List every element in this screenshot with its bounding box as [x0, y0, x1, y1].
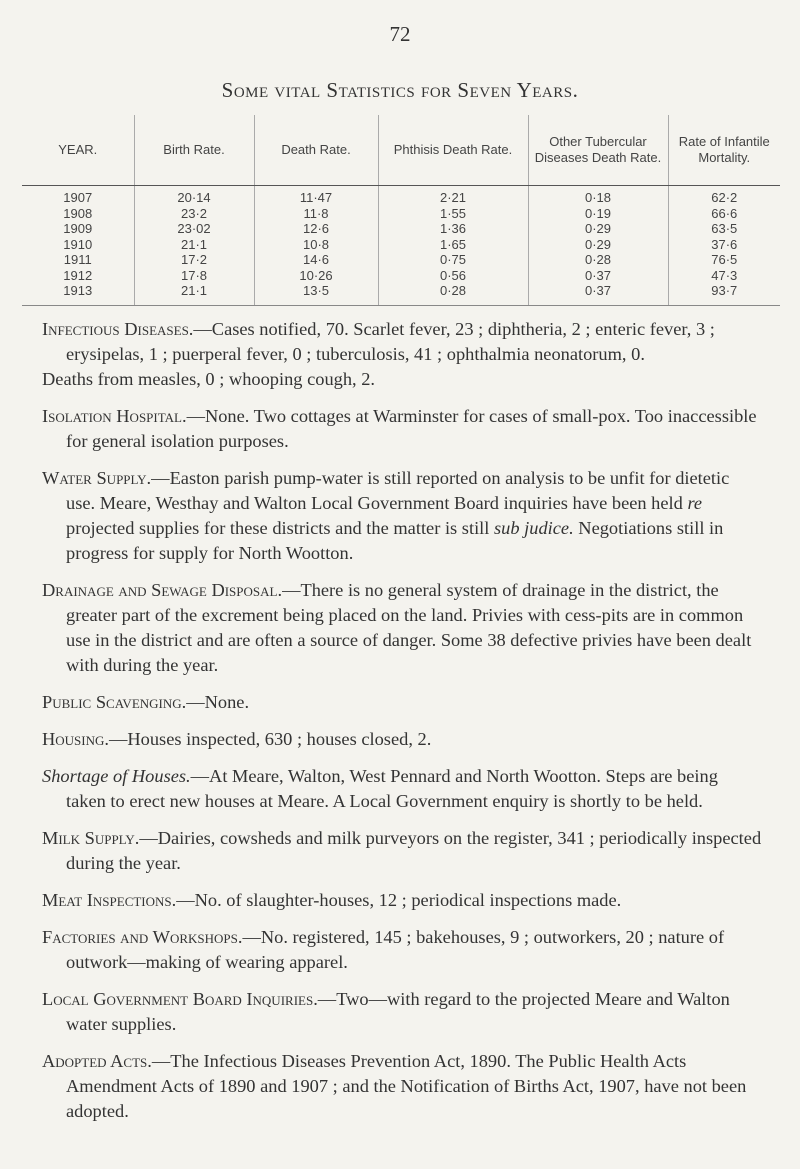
drainage-paragraph [42, 578, 762, 678]
water-supply-paragraph [42, 466, 762, 566]
section-text-italic: sub judice. [494, 518, 574, 538]
section-text: —Dairies, cowsheds and milk purveyors on the register, 341 ; periodically inspected during the year. [66, 828, 762, 873]
table-cell: 12·6 [254, 221, 378, 237]
section-heading: Adopted Acts. [42, 1051, 152, 1071]
report-body [42, 317, 762, 1136]
section-heading: Milk Supply. [42, 828, 140, 848]
section-text: —None. Two cottages at Warminster for cases of small-pox. Too inaccessible for general isolation purposes. [66, 406, 757, 451]
table-cell: 1907 [63, 190, 93, 205]
table-cell: 0·56 [378, 268, 528, 284]
section-heading: Meat Inspections. [42, 890, 177, 910]
table-cell: 20·14 [134, 186, 254, 206]
table-cell: 10·8 [254, 237, 378, 253]
table-cell: 17·2 [134, 252, 254, 268]
table-row [22, 206, 780, 222]
table-row [22, 252, 780, 268]
vital-statistics-table [22, 115, 780, 306]
table-cell: 93·7 [668, 283, 780, 305]
section-text: —There is no general system of drainage in the district, the greater part of the excrement being placed on the land. Privies with cess-pits are in common use in the district and are often a source of danger. Some 38 defective privies have been dealt with during the year. [66, 580, 752, 675]
section-text: projected supplies for these districts and the matter is still [66, 518, 494, 538]
table-cell: 1910 [63, 236, 93, 252]
section-heading: Drainage and Sewage Disposal. [42, 580, 283, 600]
column-header: Phthisis Death Rate. [378, 115, 528, 186]
table-cell: 23·02 [134, 221, 254, 237]
table-cell: 0·19 [528, 206, 668, 222]
table-cell: 0·29 [528, 237, 668, 253]
table-cell: 63·5 [668, 221, 780, 237]
page-number: 72 [389, 22, 411, 46]
column-header: Death Rate. [254, 115, 378, 186]
scavenging-paragraph [42, 690, 762, 715]
table-row [22, 221, 780, 237]
section-text: —Houses inspected, 630 ; houses closed, 2. [109, 729, 432, 749]
table-cell: 1913 [22, 283, 134, 305]
section-text: —None. [186, 692, 250, 712]
housing-paragraph [42, 727, 762, 752]
section-heading: Housing. [42, 729, 109, 749]
column-header: Rate of Infantile Mortality. [668, 115, 780, 186]
table-cell: 13·5 [254, 283, 378, 305]
lgb-inquiries-paragraph [42, 987, 762, 1037]
section-text: —Cases notified, 70. Scarlet fever, 23 ; diphtheria, 2 ; enteric fever, 3 ; erysipelas, 1 ; puerperal fever, 0 ; tuberculosis, 41 ; ophthalmia neonatorum, 0. [66, 319, 715, 364]
table-cell: 0·18 [528, 186, 668, 206]
deaths-paragraph [42, 367, 762, 392]
section-heading: Factories and Workshops. [42, 927, 243, 947]
section-heading: Infectious Diseases. [42, 319, 194, 339]
adopted-acts-paragraph [42, 1049, 762, 1124]
table-row [22, 283, 780, 305]
section-heading: Public Scavenging. [42, 692, 187, 712]
table-cell: 0·37 [528, 268, 668, 284]
section-text: Negotiations still in progress for supply for North Wootton. [66, 518, 724, 563]
table-cell: 37·6 [668, 237, 780, 253]
section-text: —Two—with regard to the projected Meare and Walton water supplies. [66, 989, 730, 1034]
section-text: —The Infectious Diseases Prevention Act, 1890. The Public Health Acts Amendment Acts of 1890 and 1907 ; and the Notification of Births Act, 1907, have not been adopted. [66, 1051, 747, 1121]
infectious-diseases-paragraph [42, 317, 762, 367]
milk-supply-paragraph [42, 826, 762, 876]
shortage-paragraph [42, 764, 762, 814]
table-cell: 23·2 [134, 206, 254, 222]
table-cell: 17·8 [134, 268, 254, 284]
table-cell: 0·75 [378, 252, 528, 268]
table-cell: 0·29 [528, 221, 668, 237]
section-heading: Water Supply. [42, 468, 152, 488]
table-cell: 1·55 [378, 206, 528, 222]
table-cell: 66·6 [668, 206, 780, 222]
table-cell: 21·1 [134, 283, 254, 305]
column-header: YEAR. [22, 115, 134, 186]
table-cell: 1908 [63, 205, 93, 221]
table-row [22, 186, 780, 206]
table-cell: 1·36 [378, 221, 528, 237]
table-cell: 0·28 [528, 252, 668, 268]
section-text: —No. registered, 145 ; bakehouses, 9 ; outworkers, 20 ; nature of outwork—making of wearing apparel. [66, 927, 725, 972]
section-heading: Shortage of Houses. [42, 766, 191, 786]
column-header: Birth Rate. [134, 115, 254, 186]
table-row [22, 268, 780, 284]
table-cell: 11·47 [254, 186, 378, 206]
factories-paragraph [42, 925, 762, 975]
table-cell: 11·8 [254, 206, 378, 222]
table-cell: 1912 [63, 267, 93, 283]
table-cell: 14·6 [254, 252, 378, 268]
table-cell: 10·26 [254, 268, 378, 284]
table-row [22, 237, 780, 253]
table-cell: 76·5 [668, 252, 780, 268]
table-cell: 1·65 [378, 237, 528, 253]
table-cell: 0·28 [378, 283, 528, 305]
isolation-hospital-paragraph [42, 404, 762, 454]
table-cell: 0·37 [528, 283, 668, 305]
column-header: Other Tubercular Diseases Death Rate. [528, 115, 668, 186]
section-heading: Isolation Hospital. [42, 406, 187, 426]
table-cell: 1911 [63, 252, 92, 267]
table-header-row [22, 115, 780, 186]
section-text: —No. of slaughter-houses, 12 ; periodical inspections made. [176, 890, 622, 910]
table-cell: 21·1 [134, 237, 254, 253]
meat-inspections-paragraph [42, 888, 762, 913]
table-cell: 47·3 [668, 268, 780, 284]
page-title: Some vital Statistics for Seven Years. [221, 78, 579, 102]
table-cell: 2·21 [378, 186, 528, 206]
section-text: Deaths from measles, 0 ; whooping cough, 2. [42, 369, 376, 389]
section-heading: Local Government Board Inquiries. [42, 989, 318, 1009]
section-text: —At Meare, Walton, West Pennard and North Wootton. Steps are being taken to erect new houses at Meare. A Local Government enquiry is shortly to be held. [66, 766, 718, 811]
section-text-italic: re [687, 493, 703, 513]
table-cell: 1909 [63, 221, 93, 236]
section-text: —Easton parish pump-water is still reported on analysis to be unfit for dietetic use. Meare, Westhay and Walton Local Government Board inquiries have been held [66, 468, 730, 513]
table-cell: 62·2 [668, 186, 780, 206]
